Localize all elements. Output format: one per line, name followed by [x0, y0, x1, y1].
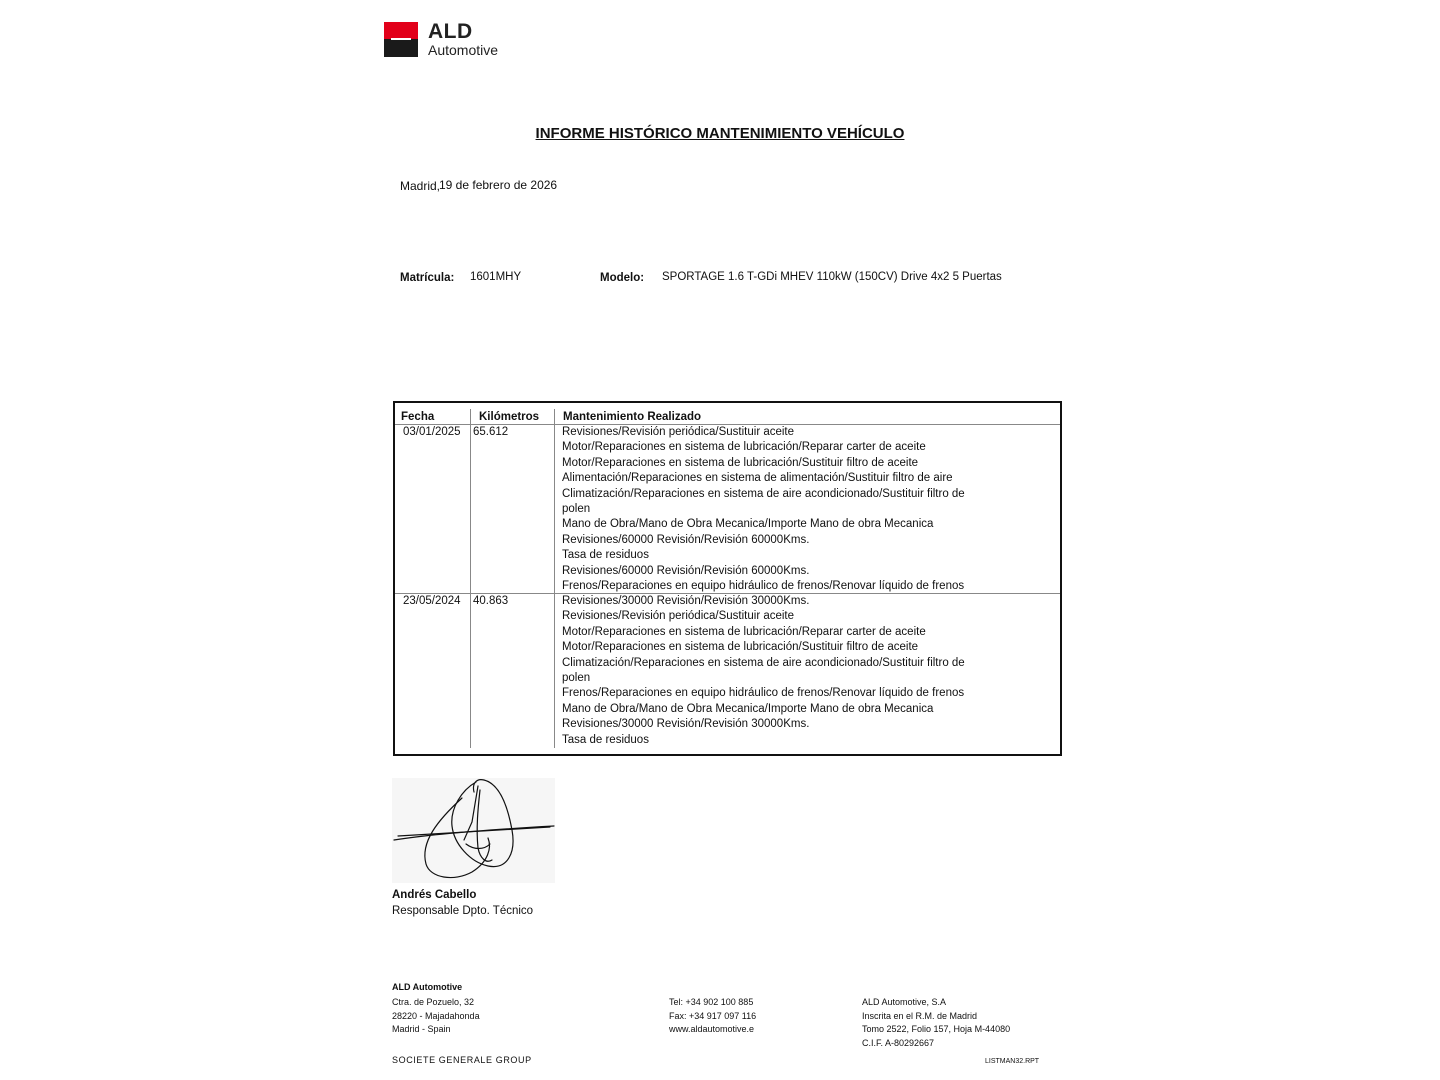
footer-company: ALD Automotive	[392, 982, 463, 992]
table-row: polen	[562, 672, 591, 685]
table-row: Frenos/Reparaciones en equipo hidráulico de frenos/Renovar líquido de frenos	[562, 580, 965, 593]
table-row: Revisiones/60000 Revisión/Revisión 60000Kms.	[562, 564, 810, 577]
header-work: Mantenimiento Realizado	[563, 411, 702, 423]
table-row: Tasa de residuos	[562, 549, 649, 562]
footer-address-line: 28220 - Majadahonda	[392, 1010, 480, 1021]
footer-legal-line: ALD Automotive, S.A	[862, 997, 947, 1007]
document-title: INFORME HISTÓRICO MANTENIMIENTO VEHÍCULO	[535, 125, 905, 142]
footer-phone: Tel: +34 902 100 885	[669, 997, 754, 1007]
row-1-km: 65.612	[473, 426, 509, 438]
table-row: Revisiones/30000 Revisión/Revisión 30000Kms.	[562, 718, 810, 731]
table-row: Motor/Reparaciones en sistema de lubricación/Sustituir filtro de aceite	[562, 641, 919, 654]
table-row: Alimentación/Reparaciones en sistema de alimentación/Sustituir filtro de aire	[562, 472, 953, 485]
footer-fax: Fax: +34 917 097 116	[669, 1010, 757, 1021]
logo-mark-icon	[384, 22, 418, 57]
signature-icon	[392, 778, 555, 883]
footer-website: www.aldautomotive.e	[669, 1024, 755, 1034]
footer-address-line: Ctra. de Pozuelo, 32	[392, 997, 475, 1007]
logo-text-ald: ALD	[428, 20, 473, 43]
row-1-date: 03/01/2025	[403, 426, 461, 438]
table-row: polen	[562, 503, 591, 516]
header-date: Fecha	[401, 411, 435, 423]
ald-logo	[384, 22, 512, 60]
header-km: Kilómetros	[479, 411, 540, 423]
document-date: 19 de febrero de 2026	[439, 178, 558, 192]
footer-legal-line: Inscrita en el R.M. de Madrid	[862, 1010, 978, 1021]
table-row: Tasa de residuos	[562, 733, 649, 746]
table-row: Climatización/Reparaciones en sistema de aire acondicionado/Sustituir filtro de	[562, 487, 965, 500]
report-code: LISTMAN32.RPT	[985, 1058, 1040, 1065]
signer-name: Andrés Cabello	[392, 889, 477, 901]
footer-address-line: Madrid - Spain	[392, 1024, 451, 1034]
plate-value: 1601MHY	[470, 271, 522, 283]
model-label: Modelo:	[600, 272, 645, 284]
footer-legal	[862, 996, 1010, 1050]
maintenance-table	[393, 401, 1062, 756]
footer-address	[392, 996, 480, 1037]
logo-text-automotive: Automotive	[428, 42, 499, 58]
table-row: Climatización/Reparaciones en sistema de aire acondicionado/Sustituir filtro de	[562, 656, 965, 669]
table-row: Mano de Obra/Mano de Obra Mecanica/Importe Mano de obra Mecanica	[562, 518, 934, 531]
column-divider	[470, 409, 471, 748]
signer-role: Responsable Dpto. Técnico	[392, 905, 534, 917]
table-row: Mano de Obra/Mano de Obra Mecanica/Importe Mano de obra Mecanica	[562, 702, 934, 715]
row-2-date: 23/05/2024	[403, 595, 461, 607]
row-2-km: 40.863	[473, 595, 509, 607]
table-row: Motor/Reparaciones en sistema de lubricación/Sustituir filtro de aceite	[562, 456, 919, 469]
table-row: Motor/Reparaciones en sistema de lubricación/Reparar carter de aceite	[562, 625, 926, 638]
footer-legal-line: Tomo 2522, Folio 157, Hoja M-44080	[862, 1024, 1011, 1034]
table-row: Revisiones/Revisión periódica/Sustituir aceite	[562, 426, 795, 438]
table-row: Revisiones/60000 Revisión/Revisión 60000Kms.	[562, 533, 810, 546]
table-row: Motor/Reparaciones en sistema de lubricación/Reparar carter de aceite	[562, 441, 926, 454]
plate-label: Matrícula:	[400, 272, 455, 284]
place-label: Madrid,	[400, 179, 441, 193]
column-divider	[554, 409, 555, 748]
table-row: Revisiones/Revisión periódica/Sustituir aceite	[562, 610, 795, 623]
model-value: SPORTAGE 1.6 T-GDi MHEV 110kW (150CV) Drive 4x2 5 Puertas	[662, 271, 1002, 283]
signature-image	[392, 778, 555, 883]
group-name: SOCIETE GENERALE GROUP	[392, 1055, 532, 1065]
table-row: Revisiones/30000 Revisión/Revisión 30000Kms.	[562, 595, 810, 607]
footer-contact	[669, 996, 756, 1037]
table-row: Frenos/Reparaciones en equipo hidráulico de frenos/Renovar líquido de frenos	[562, 687, 965, 700]
footer-legal-line: C.I.F. A-80292667	[862, 1037, 935, 1048]
row-1-work	[562, 425, 965, 594]
row-2-work	[562, 594, 965, 748]
